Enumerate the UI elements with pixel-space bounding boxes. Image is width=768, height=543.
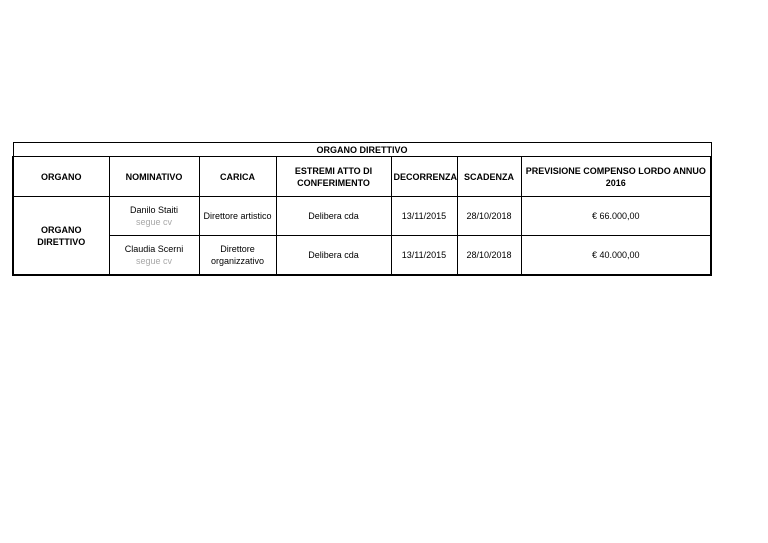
header-carica: CARICA [199, 157, 276, 197]
compenso-cell: € 40.000,00 [521, 236, 711, 276]
table-row [13, 197, 711, 236]
carica-cell: Direttore artistico [199, 197, 276, 236]
header-decorrenza: DECORRENZA [391, 157, 457, 197]
header-scadenza: SCADENZA [457, 157, 521, 197]
compenso-cell: € 66.000,00 [521, 197, 711, 236]
estremi-cell: Delibera cda [276, 197, 391, 236]
organo-cell: ORGANO DIRETTIVO [13, 197, 109, 276]
scadenza-cell: 28/10/2018 [457, 197, 521, 236]
cv-link[interactable]: segue cv [135, 217, 173, 227]
document-sheet [12, 142, 710, 276]
person-name: Claudia Scerni [124, 244, 184, 254]
cv-link[interactable]: segue cv [135, 256, 173, 266]
header-organo: ORGANO [13, 157, 109, 197]
carica-cell: Direttore organizzativo [199, 236, 276, 276]
nominativo-cell [109, 197, 199, 236]
table-title: ORGANO DIRETTIVO [13, 143, 711, 157]
person-name: Danilo Staiti [129, 205, 179, 215]
estremi-cell: Delibera cda [276, 236, 391, 276]
table-title-row [13, 143, 711, 157]
decorrenza-cell: 13/11/2015 [391, 197, 457, 236]
table-header-row [13, 157, 711, 197]
table-row [13, 236, 711, 276]
scadenza-cell: 28/10/2018 [457, 236, 521, 276]
header-estremi: ESTREMI ATTO DI CONFERIMENTO [276, 157, 391, 197]
nominativo-cell [109, 236, 199, 276]
header-previsione: PREVISIONE COMPENSO LORDO ANNUO 2016 [521, 157, 711, 197]
header-nominativo: NOMINATIVO [109, 157, 199, 197]
organo-direttivo-table [12, 142, 712, 276]
decorrenza-cell: 13/11/2015 [391, 236, 457, 276]
